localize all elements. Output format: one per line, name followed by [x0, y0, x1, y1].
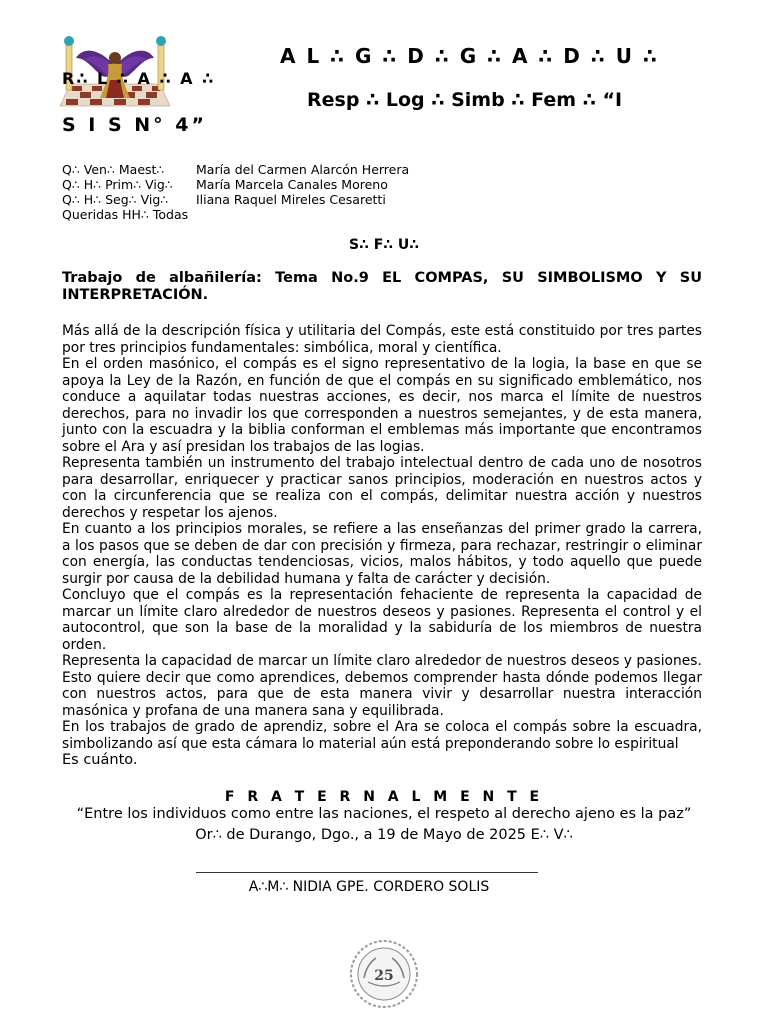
body-paragraph: En el orden masónico, el compás es el signo representativo de la logia, la base en que se apoya la Ley de la Razón, en función de que el compás en su significado emblemático, nos conduce a aquilatar todas nuestras acciones, es decir, nos marca el límite de nuestros derechos, para no invadir los que corresponden a nuestros semejantes, y de esta manera, junto con la escuadra y la biblia conforman el emblemas más importante que encontramos sobre el Ara y así presidan los trabajos de las logias.	[62, 356, 702, 455]
officer-row	[62, 177, 409, 192]
officer-row	[62, 192, 409, 207]
place-and-date: Or∴ de Durango, Dgo., a 19 de Mayo de 2025 E∴ V∴	[195, 827, 573, 843]
officer-row	[62, 162, 409, 177]
body-paragraph: En los trabajos de grado de aprendiz, sobre el Ara se coloca el compás sobre la escuadra, simbolizando así que esta cámara lo material aún está preponderando sobre lo espiritual	[62, 719, 702, 752]
lodge-invocation-title: A L ∴ G ∴ D ∴ G ∴ A ∴ D ∴ U ∴	[280, 44, 659, 68]
officer-role: Queridas HH∴ Todas	[62, 207, 189, 222]
anniversary-seal-icon	[348, 938, 420, 1010]
seal-number: 25	[374, 968, 394, 984]
signer-name-container	[0, 879, 768, 895]
officer-role: Q∴ Ven∴ Maest∴	[62, 162, 165, 177]
document-body	[62, 323, 702, 769]
fraternalmente-heading: F R A T E R N A L M E N T E	[224, 789, 544, 805]
officer-name: Iliana Raquel Mireles Cesaretti	[196, 192, 386, 207]
signer-name: A∴M∴ NIDIA GPE. CORDERO SOLIS	[248, 879, 490, 895]
signature-line	[196, 872, 538, 873]
officer-name: María Marcela Canales Moreno	[196, 177, 388, 192]
lodge-number-line: S I S N° 4”	[62, 114, 208, 136]
body-paragraph: Esto quiere decir que como aprendices, debemos comprender hasta dónde podemos llegar con nuestros actos, para que de esta manera vivir y desarrollar nuestra interacción masónica y profana de una manera sana y equilibrada.	[62, 669, 702, 719]
lodge-name-line: Resp ∴ Log ∴ Simb ∴ Fem ∴ “I	[307, 89, 623, 111]
closing-phrase: Es cuánto.	[62, 752, 138, 768]
officers-list	[62, 162, 409, 222]
body-paragraph: Representa la capacidad de marcar un límite claro alrededor de nuestros deseos y pasiones.	[62, 653, 702, 669]
closing-quote: “Entre los individuos como entre las naciones, el respeto al derecho ajeno es la paz”	[76, 806, 692, 822]
rite-abbreviation: R∴ L ∴ A ∴ A ∴	[62, 69, 216, 88]
work-title: Trabajo de albañilería: Tema No.9 EL COMPAS, SU SIMBOLISMO Y SU INTERPRETACIÓN.	[62, 270, 702, 303]
officer-name: María del Carmen Alarcón Herrera	[196, 162, 410, 177]
body-paragraph: Más allá de la descripción física y utilitaria del Compás, este está constituido por tres partes por tres principios fundamentales: simbólica, moral y científica.	[62, 323, 702, 356]
body-paragraph: Concluyo que el compás es la representación fehaciente de representa la capacidad de marcar un límite claro alrededor de nuestros deseos y pasiones. Representa el control y el autocontrol, que son la base de la moralidad y la sabiduría de los miembros de nuestra orden.	[62, 587, 702, 653]
body-paragraph: Representa también un instrumento del trabajo intelectual dentro de cada uno de nosotros para desarrollar, enriquecer y practicar sanos principios, moderación en nuestros actos y con la circunferencia que se realiza con el compás, delimitar nuestra acción y nuestros derechos y respetar los ajenos.	[62, 455, 702, 521]
officer-role: Q∴ H∴ Prim∴ Vig∴	[62, 177, 173, 192]
salutation: S∴ F∴ U∴	[349, 237, 419, 253]
body-paragraph: En cuanto a los principios morales, se refiere a las enseñanzas del primer grado la carrera, a los pasos que se deben de dar con precisión y firmeza, para rechazar, restringir o eliminar con energía, las conductas tendenciosas, vicios, malos hábitos, y todo aquello que puede surgir por causa de la debilidad humana y falta de carácter y decisión.	[62, 521, 702, 587]
officer-row	[62, 207, 409, 222]
officer-role: Q∴ H∴ Seg∴ Vig∴	[62, 192, 169, 207]
